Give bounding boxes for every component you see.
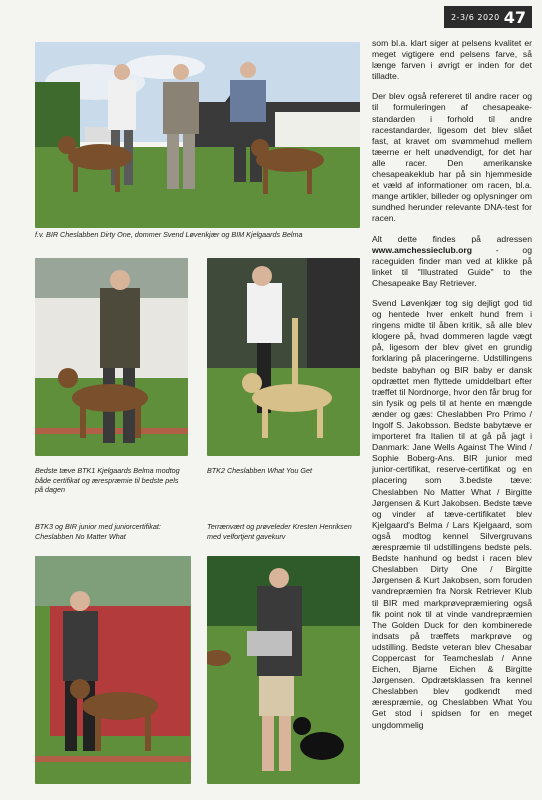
- caption-photo3: BTK2 Cheslabben What You Get: [207, 466, 312, 475]
- caption-photo2: Bedste tæve BTK1 Kjelgaards Belma modtog både certifikat og ærespræmie til bedste pels på dagen: [35, 466, 180, 494]
- article-paragraph-2: Der blev også refereret til andre racer og til formuleringen af chesapeake-standarden i forhold til andre racestandarder, ligesom det blev slået fast, at kravet om svømmehud mellem tæerne er helt unødvendigt, for det har alle racer. Den amerikanske chesapeakeklub har på sin hjemmeside et væld af informationer om racen, bl.a. mange artikler, billeder og oplysninger om sundhed herunder relevante DNA-test for racen.: [372, 91, 532, 224]
- caption-photo4: BTK3 og BIR junior med juniorcertifikat: Cheslabben No Matter What: [35, 522, 161, 541]
- club-url-link[interactable]: www.amchessieclub.org: [372, 244, 472, 255]
- photo-btk1-image: [35, 258, 188, 456]
- article-text-column: [372, 38, 532, 740]
- caption-photo5: Terrænvært og prøveleder Kresten Henriksen med velfortjent gavekurv: [207, 522, 352, 541]
- photo-btk3-image: [35, 556, 191, 784]
- photo-btk2-image: [207, 258, 360, 456]
- photo-terraenvaert: [207, 556, 360, 784]
- photo-terraenvaert-image: [207, 556, 360, 784]
- article-p3-post: - og raceguiden finder man ved at klikke på linket til "Illustrated Guide" to the Chesapeake Bay Retriever.: [372, 244, 532, 288]
- page-number-badge: [444, 6, 532, 28]
- issue-date: 2-3/6 2020: [450, 12, 500, 22]
- caption-photo1: f.v. BIR Cheslabben Dirty One, dommer Svend Løvenkjær og BIM Kjelgaards Belma: [35, 230, 303, 239]
- article-paragraph-4: Svend Løvenkjær tog sig dejligt god tid og hentede hver enkelt hund frem i ringens midte til åben kritik, så alle blev klogere på, hvad dommeren lagde vægt på, ligesom der blev givet en grundig forklaring på placeringerne. Udstillingens bedste babyhan og BIR baby er dansk opdrættet men flyttede umiddelbart efter træffet til Nordnorge, hvor den får brug for sin fysik og pels til at hente en mængde ænder og gæs: Cheslabben Pro Primo / Ingolf S. Jakobsson. Bedste babytæve er importeret fra Italien til at gå på jagt i Danmark: Jane Wells Against The Wind / Sophie Boberg-Ans. BIR junior med junior-certifikat, reserve-certifikat og en placering som 3.bedste tæve: Cheslabben No Matter What / Birgitte Jørgensen & Kurt Jakobsen. Bedste tæve og vinder af tæve-certifikatet blev Kjelgaard's Belma / Lars Kjelgaard, som også modtog kennel Silvergruvans ærespræmie til udstillingens bedste pels. Bedste hanhund og bedst i racen blev Cheslabben Dirty One / Birgitte Jørgensen & Kurt Jakobsen, som foruden vandrepræmien fra Norsk Retriever Klub til BIR med markprøvepræmiering også fik point nok til at vinde vandrepræmien The Golden Duck for den kombinerede indsats på træffets markprøve og udstilling. Bedste veteran blev Chesabar Coppercast for Teamcheslab / Anne Eichen, Bjarne Eichen & Birgitte Jørgensen. Opdrætsklassen fra kennel Cheslabben blev godkendt med ærespræmie, og Cheslabben What You Get stod i spidsen for en meget ungdommelig: [372, 297, 532, 730]
- photo-btk2: [207, 258, 360, 456]
- article-paragraph-1: som bl.a. klart siger at pelsens kvalitet er meget vigtigere end pelsens farve, så længe farven i øvrigt er inden for det tilladte.: [372, 38, 532, 82]
- photo-btk3: [35, 556, 191, 784]
- photo-btk1: [35, 258, 188, 456]
- article-p3-pre: Alt dette findes på adressen: [372, 233, 532, 244]
- photo-bir-bim: [35, 42, 360, 228]
- article-paragraph-3: [372, 234, 532, 289]
- page-number: 47: [503, 7, 526, 27]
- photo-bir-bim-image: [35, 42, 360, 228]
